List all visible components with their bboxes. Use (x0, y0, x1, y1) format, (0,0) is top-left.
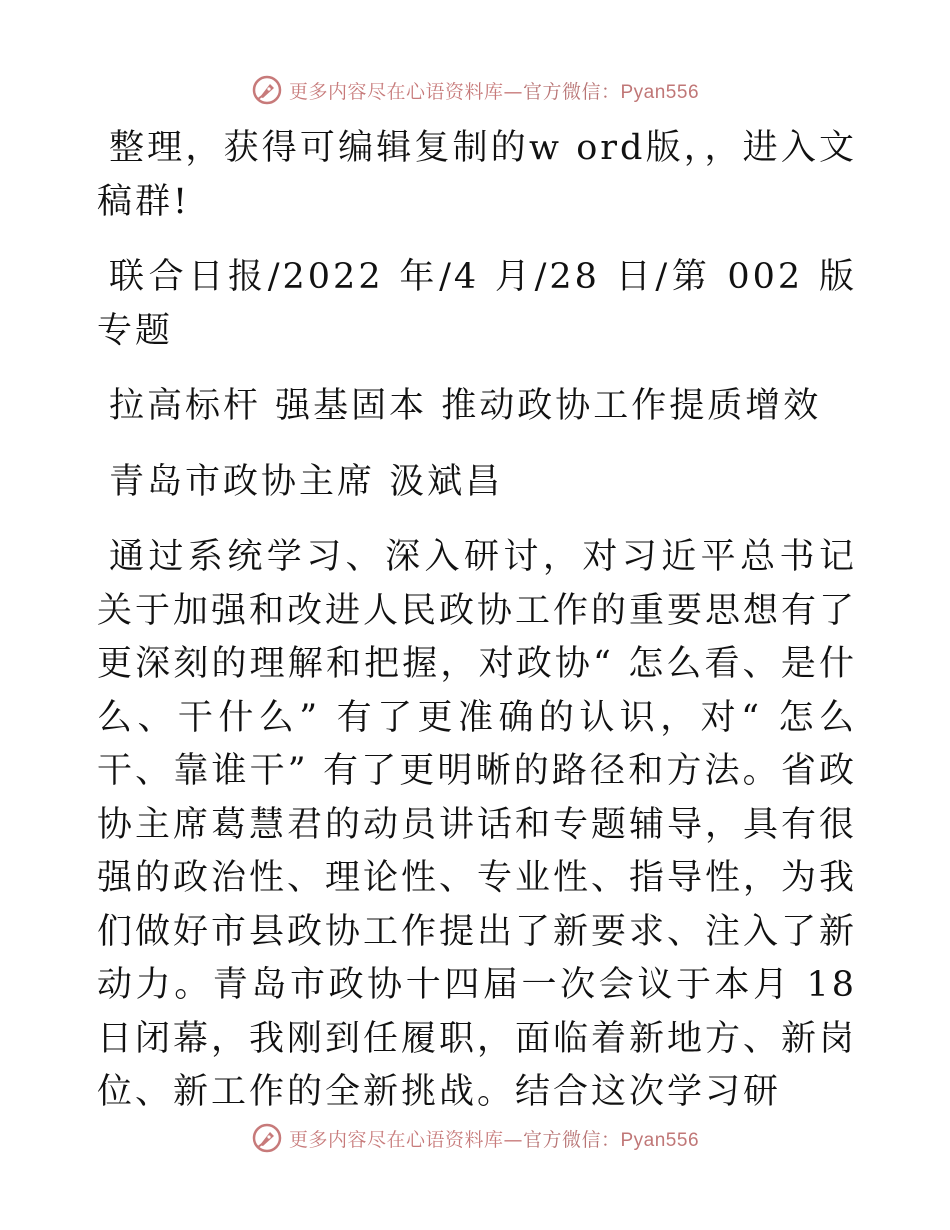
pen-nib-logo-icon (251, 74, 283, 106)
body-paragraph: 通过系统学习、深入研讨，对习近平总书记关于加强和改进人民政协工作的重要思想有了更深刻的理解和把握，对政协“ 怎么看、是什么、干什么” 有了更准确的认识，对“ 怎么干、靠谁干” 有了更明晰的路径和方法。省政协主席葛慧君的动员讲话和专题辅导，具有很强的政治性、理论性、专业性、指导性，为我们做好市县政协工作提出了新要求、注入了新动力。青岛市政协十四届一次会议于本月 18 日闭幕，我刚到任履职，面临着新地方、新岗位、新工作的全新挑战。结合这次学习研 (97, 537, 858, 1112)
watermark-brand: 更多内容尽在心语资料库 (288, 1128, 504, 1151)
document-body (97, 122, 857, 1120)
watermark-wechat-id: Pyan556 (620, 81, 700, 103)
pen-nib-logo-icon (251, 1122, 283, 1154)
byline: 青岛市政协主席 汲斌昌 (109, 461, 504, 502)
watermark-dash: — (503, 80, 523, 103)
watermark-row (251, 1122, 699, 1154)
header-watermark (0, 70, 950, 110)
watermark-brand: 更多内容尽在心语资料库 (288, 80, 504, 103)
source-line: 联合日报/2022 年/4 月/28 日/第 002 版专题 (97, 257, 857, 351)
intro-line: 整理，获得可编辑复制的w ord版，，进入文稿群! (97, 128, 857, 222)
headline: 拉高标杆 强基固本 推动政协工作提质增效 (109, 386, 822, 426)
watermark-row (251, 74, 699, 106)
watermark-text (289, 1125, 699, 1152)
watermark-dash: — (503, 1128, 523, 1151)
watermark-wechat-id: Pyan556 (620, 1129, 700, 1151)
watermark-text (289, 77, 699, 104)
watermark-label: 官方微信： (522, 1128, 621, 1151)
watermark-label: 官方微信： (522, 80, 621, 103)
footer-watermark (0, 1118, 950, 1158)
